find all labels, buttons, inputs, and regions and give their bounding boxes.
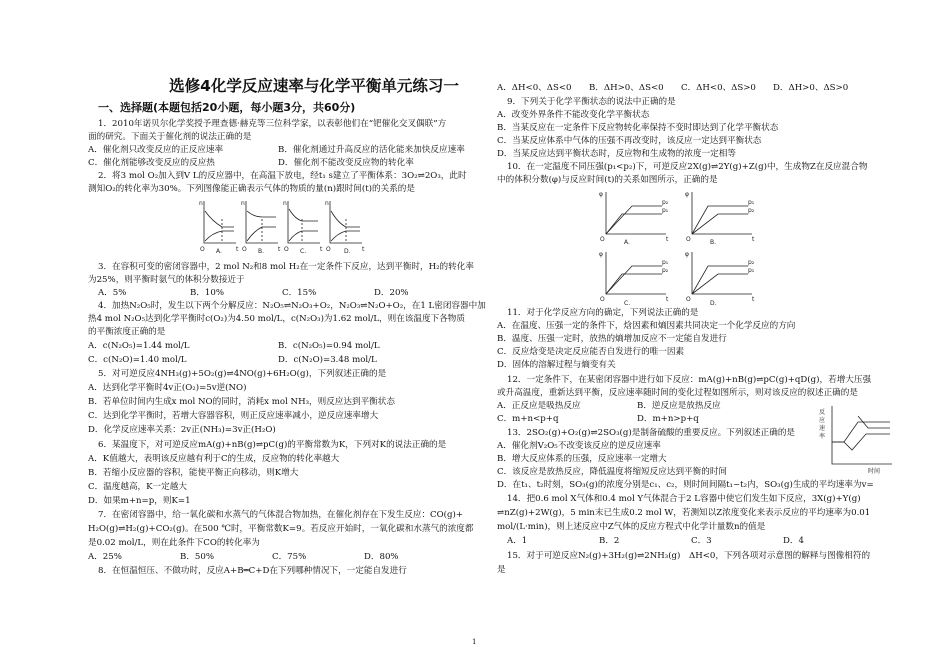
q12-curve-reverse [832, 434, 890, 450]
q14-text-cont2: mol/(L·min)，则上述反应中Z气体的反应方程式中化学计量数n的值是 [497, 522, 766, 532]
q9-option-b: B．当某反应在一定条件下反应物转化率保持不变时即达到了化学平衡状态 [497, 123, 779, 133]
q10-graph-d-curve-p2 [692, 274, 748, 294]
q2-axis-n-a: n [199, 200, 203, 207]
q12-ylabel-2: 应 [819, 417, 826, 424]
q12-xlabel: 时间 [868, 468, 881, 475]
q14-option-c: C．3 [691, 536, 712, 546]
q1-text: 1．2010年诺贝尔化学奖授予理查德·赫克等三位科学家，以表彰他们在“钯催化交叉偶联”方 [98, 119, 447, 129]
q6-option-c: C．温度越高，K一定越大 [88, 482, 187, 492]
q4-options-cd [88, 354, 468, 366]
q2-figure [196, 197, 372, 255]
q2-axis-t-c: t [320, 246, 323, 253]
q7-option-d: D．80% [364, 552, 399, 562]
q2-origin-b: O [242, 246, 247, 253]
q8-option-b: B．ΔH>0、ΔS<0 [589, 83, 664, 93]
q13-option-b: B．增大反应体系的压强，反应速率一定增大 [497, 454, 667, 464]
q10-graph-d-p1-label: p₂ [748, 259, 755, 266]
q2-origin-c: O [284, 246, 289, 253]
q4-text-cont2: 的平衡浓度正确的是 [88, 327, 166, 337]
q15-text-cont: 是 [497, 565, 506, 575]
q10-graph-a-label: A. [624, 239, 630, 246]
q7-text-cont2: 是0.02 mol/L，则在此条件下CO的转化率为 [88, 538, 260, 548]
q2-graph-d-label: D. [344, 248, 351, 255]
q10-text: 10．在一定温度不同压强(p₁<p₂)下，可逆反应2X(g)⇌2Y(g)+Z(g)中，生成物Z在反应混合物 [507, 162, 868, 172]
q12-option-b: B．逆反应是放热反应 [637, 401, 721, 411]
q12-text: 12．一定条件下，在某密闭容器中进行如下反应：mA(g)+nB(g)⇌pC(g)+qD(g)，若增大压强 [507, 375, 872, 385]
q8-option-a: A．ΔH<0、ΔS<0 [497, 83, 572, 93]
q10-origin-a: O [600, 236, 605, 243]
q7-options [88, 551, 456, 563]
q3-option-d: D．20% [374, 288, 409, 298]
q2-axis-n-d: n [325, 200, 329, 207]
q8-options [497, 82, 865, 94]
q2-origin-a: O [200, 246, 205, 253]
q2-axis-n-b: n [241, 200, 245, 207]
q10-graph-a-curve-p1 [606, 214, 662, 234]
q2-graph-b-curve-o2 [247, 211, 276, 217]
q12-option-c: C．m+n<p+q [497, 414, 559, 424]
q2-graph-c-label: C. [300, 248, 307, 255]
q10-graph-d-p2-label: p₁ [748, 267, 755, 274]
q10-origin-b: O [686, 236, 691, 243]
q4-option-b: B．c(N₂O₅)=0.94 mol/L [278, 341, 380, 351]
q9-text: 9．下列关于化学平衡状态的说法中正确的是 [507, 97, 676, 107]
q11-option-a: A．在温度、压强一定的条件下，焓因素和熵因素共同决定一个化学反应的方向 [497, 321, 796, 331]
q13-option-a: A．催化剂V₂O₅不改变该反应的逆反应速率 [497, 441, 661, 451]
q10-graph-d-label: D. [710, 300, 717, 306]
q14-option-d: D．4 [783, 536, 804, 546]
q2-graph-a-curve-o2 [205, 211, 234, 227]
q4-option-a: A．c(N₂O₅)=1.44 mol/L [88, 341, 190, 351]
q2-equilibrium-lines [222, 219, 346, 243]
q12-curve-forward [832, 422, 890, 442]
q12-ylabel-1: 反 [819, 409, 826, 416]
q6-option-a: A．K值越大，表明该反应越有利于C的生成，反应物的转化率越大 [88, 454, 340, 464]
q2-axis-t-a: t [236, 246, 239, 253]
q10-graph-b-label: B. [710, 239, 717, 246]
q2-text-cont: 测知O₂的转化率为30%。下列图像能正确表示气体的物质的量(n)跟时间(t)的关系的是 [88, 184, 415, 194]
q4-option-c: C．c(N₂O)=1.40 mol/L [88, 355, 187, 365]
q2-graph-d-curve-o2 [331, 211, 360, 227]
q10-axis-phi-d: φ [685, 251, 689, 258]
q5-option-c: C．达到化学平衡时，若增大容器容积，则正反应速率减小，逆反应速率增大 [88, 411, 379, 421]
q1-option-b: B．催化剂通过升高反应的活化能来加快反应速率 [278, 145, 465, 155]
q10-graph-a-curve-p2 [606, 206, 662, 234]
q1-text-cont: 面的研究。下面关于催化剂的说法正确的是 [88, 132, 252, 142]
q7-option-c: C．75% [272, 552, 307, 562]
q1-option-d: D．催化剂不能改变反应物的转化率 [278, 158, 414, 168]
q9-option-c: C．当某反应体系中气体的压强不再改变时，该反应一定达到平衡状态 [497, 136, 762, 146]
q9-option-a: A．改变外界条件不能改变化学平衡状态 [497, 110, 650, 120]
q10-axis-t-d: t [752, 296, 755, 303]
q10-graph-b-p2-label: p₁ [748, 199, 755, 206]
q7-option-a: A．25% [88, 552, 122, 562]
q8-option-d: D．ΔH>0、ΔS>0 [773, 83, 849, 93]
q2-graph-d-curve-o3 [331, 231, 360, 241]
q2-graph-c-curve-o2 [289, 209, 318, 221]
q10-graph-d-curve-p1 [692, 266, 748, 294]
q10-graph-c-axes [606, 252, 666, 294]
q3-text-cont: 为25%，则平衡时氨气的体积分数接近于 [88, 275, 245, 285]
q2-graph-a-curve-o3 [205, 231, 234, 241]
q10-axis-t-a: t [666, 236, 669, 243]
q3-option-a: A．5% [98, 288, 127, 298]
q4-text: 4．加热N₂O₅时，发生以下两个分解反应：N₂O₅⇌N₂O₃+O₂，N₂O₃⇌N₂O+O₂，在1 L密闭容器中加 [98, 301, 486, 311]
q14-options [497, 535, 875, 547]
q6-text: 6．某温度下，对可逆反应mA(g)+nB(g)⇌pC(g)的平衡常数为K，下列对K的说法正确的是 [98, 440, 447, 450]
q14-option-b: B．2 [599, 536, 620, 546]
q1-options-ab [88, 144, 468, 156]
q10-graph-c-curve-p2 [606, 274, 662, 294]
q1-option-c: C．催化剂能够改变反应的反应热 [88, 158, 215, 168]
q10-text-cont: 中的体积分数(φ)与反应时间(t)的关系如图所示，正确的是 [497, 175, 718, 185]
q6-option-d: D．如果m+n=p，则K=1 [88, 496, 191, 506]
q8-text: 8．在恒温恒压、不做功时，反应A+B═C+D在下列哪种情况下，一定能自发进行 [98, 566, 407, 576]
q4-option-d: D．c(N₂O)=3.48 mol/L [278, 355, 377, 365]
q2-axis-t-d: t [362, 246, 365, 253]
q10-origin-c: O [600, 296, 605, 303]
q10-graph-c-p1-label: p₁ [662, 259, 669, 266]
q10-graph-b-axes [692, 192, 752, 234]
q3-option-b: B．10% [190, 288, 225, 298]
q12-text-cont: 或升高温度，重新达到平衡，反应速率随时间的变化过程如图所示，则对该反应的叙述正确的是 [497, 388, 858, 398]
q2-axis-n-c: n [283, 200, 287, 207]
q2-graph-b-label: B. [258, 248, 265, 255]
q10-axis-t-b: t [752, 236, 755, 243]
q2-graph-a-label: A. [216, 248, 222, 255]
q12-option-a: A．正反应是吸热反应 [497, 401, 581, 411]
q10-axis-phi-c: φ [599, 251, 603, 258]
q15-text: 15．对于可逆反应N₂(g)+3H₂(g)⇌2NH₃(g) ΔH<0，下列各项对示意图的解释与图像相符的 [507, 551, 871, 561]
q10-graph-a-p1-label: p₁ [662, 207, 669, 214]
section-heading: 一、选择题(本题包括20小题，每小题3分，共60分) [98, 101, 356, 114]
q10-axis-phi-a: φ [599, 191, 603, 198]
q1-option-a: A．催化剂只改变反应的正反应速率 [88, 145, 224, 155]
q3-options [88, 287, 466, 299]
q10-graph-a-p2-label: p₂ [662, 199, 669, 206]
q10-axis-t-c: t [666, 296, 669, 303]
q5-option-a: A．达到化学平衡时4v正(O₂)=5v逆(NO) [88, 383, 247, 393]
q8-option-c: C．ΔH<0、ΔS>0 [681, 83, 756, 93]
q2-axis-t-b: t [278, 246, 281, 253]
q12-figure [818, 402, 898, 476]
q7-option-b: B．50% [180, 552, 215, 562]
q13-text: 13．2SO₂(g)+O₂(g)⇌2SO₃(g)是制备硫酸的重要反应。下列叙述正确的是 [507, 428, 796, 438]
q12-options-ab [497, 400, 827, 412]
q2-origin-d: O [326, 246, 331, 253]
q11-text: 11．对于化学反应方向的确定，下列说法正确的是 [507, 308, 699, 318]
q4-text-cont: 热4 mol N₂O₅达到化学平衡时c(O₂)为4.50 mol/L，c(N₂O₃)为1.62 mol/L，则在该温度下各物质 [88, 314, 465, 324]
q11-option-c: C．反应焓变是决定反应能否自发进行的唯一因素 [497, 347, 685, 357]
page-title: 选修4化学反应速率与化学平衡单元练习一 [169, 77, 459, 95]
q10-graph-c-label: C. [624, 300, 631, 306]
q14-option-a: A．1 [507, 536, 528, 546]
q12-options-cd [497, 413, 827, 425]
q5-text: 5．对可逆反应4NH₃(g)+5O₂(g)⇌4NO(g)+6H₂O(g)，下列叙述正确的是 [98, 369, 387, 379]
q12-ylabel-4: 率 [819, 433, 826, 440]
q6-option-b: B．若缩小反应器的容积，能使平衡正向移动，则K增大 [88, 468, 299, 478]
q10-graph-d-axes [692, 252, 752, 294]
q10-graph-a-axes [606, 192, 666, 234]
q10-origin-d: O [686, 296, 691, 303]
q12-ylabel-3: 速 [819, 425, 826, 432]
q11-option-b: B．温度、压强一定时，放热的熵增加反应不一定能自发进行 [497, 334, 727, 344]
q11-option-d: D．固体的溶解过程与熵变有关 [497, 360, 616, 370]
q3-text: 3．在容积可变的密闭容器中，2 mol N₂和8 mol H₂在一定条件下反应，达到平衡时，H₂的转化率 [98, 262, 474, 272]
q2-graph-a-axes [204, 201, 236, 243]
q10-graph-c-p2-label: p₂ [662, 267, 669, 274]
q1-options-cd [88, 157, 468, 169]
q12-option-d: D．m+n>p+q [637, 414, 699, 424]
q13-option-d: D．在t₁、t₂时刻，SO₃(g)的浓度分别是c₁、c₂，则时间间隔t₁~t₂内，SO₃(g)生成的平均速率为v= [497, 480, 874, 490]
q5-option-b: B．若单位时间内生成x mol NO的同时，消耗x mol NH₃，则反应达到平衡状态 [88, 397, 395, 407]
q10-figure [596, 188, 776, 306]
q3-option-c: C．15% [282, 288, 317, 298]
q13-option-c: C．该反应是放热反应，降低温度将缩短反应达到平衡的时间 [497, 467, 728, 477]
q7-text-cont: H₂O(g)⇌H₂(g)+CO₂(g)。在500 ℃时，平衡常数K=9。若反应开始时，一氧化碳和水蒸气的浓度都 [88, 524, 474, 534]
q10-graph-b-curve-p2 [692, 206, 748, 234]
q12-graph-axes [832, 406, 892, 464]
q14-text-cont: ⇌nZ(g)+2W(g)，5 min末已生成0.2 mol W，若测知以Z浓度变化来表示反应的平均速率为0.01 [497, 508, 871, 518]
q2-graph-b-curve-o3 [247, 227, 276, 241]
q10-graph-c-curve-p1 [606, 266, 662, 294]
page-number: 1 [472, 638, 477, 646]
q10-axis-phi-b: φ [685, 191, 689, 198]
q2-graph-c-curve-o3 [289, 231, 318, 241]
q9-option-d: D．当某反应达到平衡状态时，反应物和生成物的浓度一定相等 [497, 149, 736, 159]
q10-graph-b-p1-label: p₂ [748, 207, 755, 214]
q14-text: 14．把0.6 mol X气体和0.4 mol Y气体混合于2 L容器中使它们发生如下反应，3X(g)+Y(g) [507, 494, 861, 504]
q7-text: 7．在密闭容器中，给一氧化碳和水蒸气的气体混合物加热，在催化剂存在下发生反应：CO(g)+ [98, 510, 464, 520]
q4-options-ab [88, 340, 468, 352]
q2-text: 2．将3 mol O₂加入到V L的反应器中，在高温下放电，经t₁ s建立了平衡体系：3O₂⇌2O₃，此时 [98, 171, 467, 181]
q5-option-d: D．化学反应速率关系：2v正(NH₃)=3v正(H₂O) [88, 425, 276, 435]
q10-graph-b-curve-p1 [692, 214, 748, 234]
